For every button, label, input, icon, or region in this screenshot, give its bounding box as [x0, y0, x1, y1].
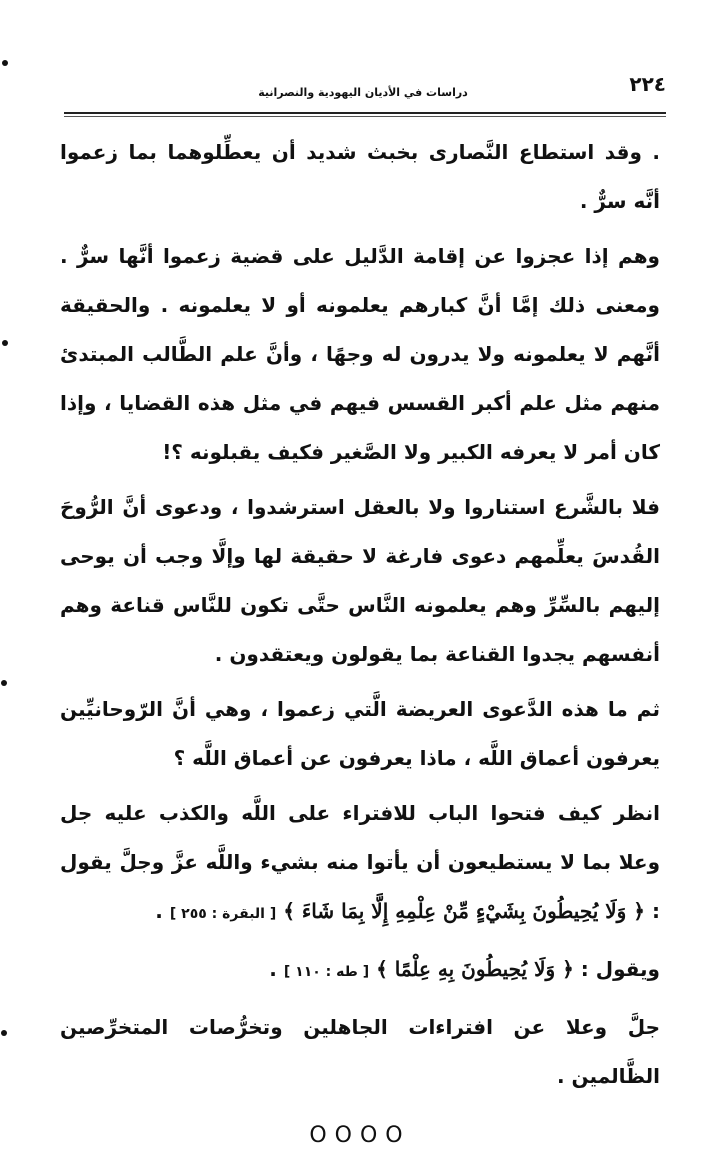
paragraph: . وقد استطاع النَّصارى بخبث شديد أن يعطِّلوهما بما زعموا أنَّه سرٌّ .	[60, 140, 660, 213]
page-number: ٢٢٤	[629, 72, 666, 96]
scan-margin-dot	[1, 680, 7, 686]
paragraph-text: انظر كيف فتحوا الباب للافتراء على اللَّه والكذب عليه جل وعلا بما لا يستطيعون أن يأتوا منه بشيء واللَّه عزَّ وجلَّ يقول :	[60, 801, 660, 923]
paragraph-with-quran	[60, 789, 660, 939]
paragraph-text-end: .	[155, 899, 163, 923]
paragraph: ثم ما هذه الدَّعوى العريضة الَّتي زعموا ، وهي أنَّ الرّوحانيِّين يعرفون أعماق اللَّه ، ماذا يعرفون عن أعماق اللَّه ؟	[60, 697, 660, 770]
scan-margin-dot	[2, 340, 8, 346]
end-mark: OOOO	[309, 1123, 411, 1148]
scan-margin-dot	[2, 60, 8, 66]
running-title: دراسات في الأديان اليهودية والنصرانية	[258, 86, 468, 99]
quran-reference: [ البقرة : ٢٥٥ ]	[169, 906, 277, 922]
header-rule-thin	[64, 116, 666, 117]
quran-reference: [ طه : ١١٠ ]	[283, 964, 370, 980]
paragraph: وهم إذا عجزوا عن إقامة الدَّليل على قضية زعموا أنَّها سرٌّ . ومعنى ذلك إمَّا أنَّ كبارهم يعلمونه أو لا يعلمونه . والحقيقة أنَّهم لا يعلمونه ولا يدرون له وجهًا ، وأنَّ علم الطَّالب المبتدئ منهم مثل علم أكبر القسس فيهم في مثل هذه القضايا ، وإذا كان أمر لا يعرفه الكبير ولا الصَّغير فكيف يقبلونه ؟!	[60, 244, 660, 464]
page-header	[60, 72, 666, 98]
page-body	[60, 128, 660, 1160]
paragraph: جلَّ وعلا عن افتراءات الجاهلين وتخرُّصات المتخرِّصين الظَّالمين .	[60, 1015, 660, 1088]
quran-verse: ﴿ وَلَا يُحِيطُونَ بِشَيْءٍ مِّنْ عِلْمِهِ إِلَّا بِمَا شَاءَ ﴾	[283, 899, 646, 923]
paragraph: فلا بالشَّرع استناروا ولا بالعقل استرشدوا ، ودعوى أنَّ الرُّوحَ القُدسَ يعلِّمهم دعوى فارغة لا حقيقة لها وإلَّا وجب أن يوحى إليهم بالسِّرِّ وهم يعلمونه النَّاس حتَّى تكون للنَّاس قناعة وهم أنفسهم يجدوا القناعة بما يقولون ويعتقدون .	[60, 495, 660, 666]
scan-margin-dot	[1, 1030, 7, 1036]
paragraph-text: ويقول :	[580, 957, 660, 981]
quran-verse: ﴿ وَلَا يُحِيطُونَ بِهِ عِلْمًا ﴾	[376, 957, 574, 981]
paragraph-text-end: .	[269, 957, 277, 981]
header-rule	[64, 112, 666, 114]
paragraph-with-quran	[60, 945, 660, 997]
